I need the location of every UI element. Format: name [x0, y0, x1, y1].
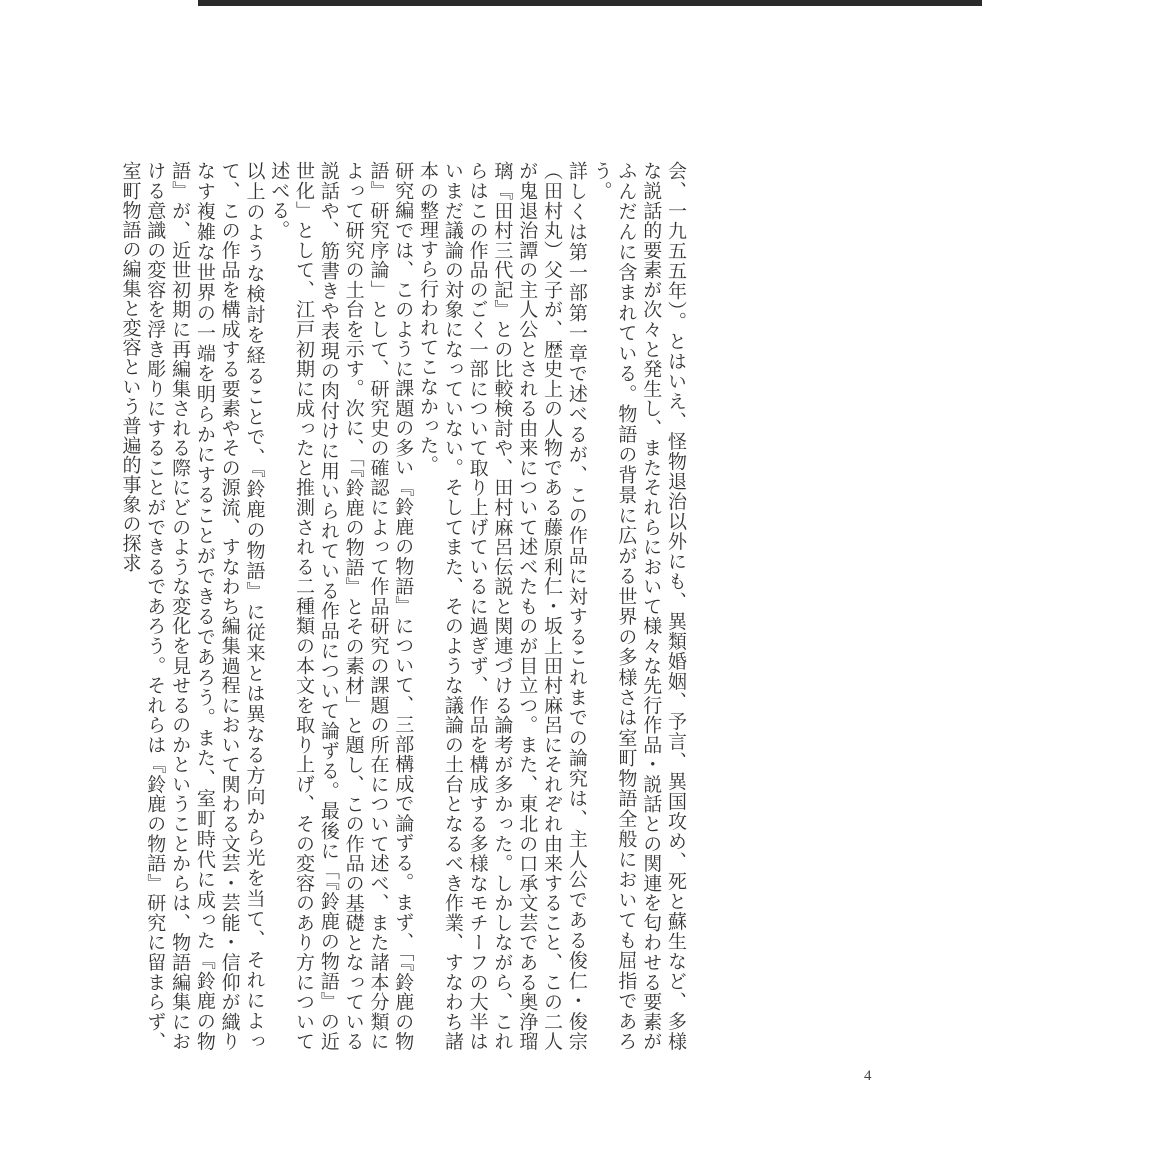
paragraph: 研究編では、このように課題の多い『鈴鹿の物語』について、三部構成で論ずる。まず、「『鈴鹿の物語』研究序論」として、研究史の確認によって作品研究の課題の所在について述べ、また諸本分類によって研究の土台を示す。次に、「『鈴鹿の物語』とその素材」と題し、この作品の基礎となっている説話や、筋書きや表現の肉付けに用いられている作品について論ずる。最後に「『鈴鹿の物語』の近世化」として、江戸初期に成ったと推測される二種類の本文を取り上げ、その変容のあり方について述べる。	[268, 161, 415, 1051]
paragraph: 会、一九五五年）。とはいえ、怪物退治以外にも、異類婚姻、予言、異国攻め、死と蘇生など、多様な説話的要素が次々と発生し、またそれらにおいて様々な先行作品・説話との関連を匂わせる要素がふんだんに含まれている。物語の背景に広がる世界の多様さは室町物語全般においても屈指であろう。	[590, 161, 687, 1051]
paragraph: 以上のような検討を経ることで、『鈴鹿の物語』に従来とは異なる方向から光を当て、それによって、この作品を構成する要素やその源流、すなわち編集過程において関わる文芸・芸能・信仰が織りなす複雑な世界の一端を明らかにすることができるであろう。また、室町時代に成った『鈴鹿の物語』が、近世初期に再編集される際にどのような変化を見せるのかということからは、物語編集における意識の変容を浮き彫りにすることができるであろう。それらは『鈴鹿の物語』研究に留まらず、室町物語の編集と変容という普遍的事象の探求	[119, 161, 266, 1051]
paragraph: 詳しくは第一部第一章で述べるが、この作品に対するこれまでの論究は、主人公である俊仁・俊宗（田村丸）父子が、歴史上の人物である藤原利仁・坂上田村麻呂にそれぞれ由来すること、この二人が鬼退治譚の主人公とされる由来について述べたものが目立つ。また、東北の口承文芸である奥浄瑠璃『田村三代記』との比較検討や、田村麻呂伝説と関連づける論考が多かった。しかしながら、これらはこの作品のごく一部について取り上げているに過ぎず、作品を構成する多様なモチーフの大半はいまだ議論の対象になっていない。そしてまた、そのような議論の土台となるべき作業、すなわち諸本の整理すら行われてこなかった。	[417, 161, 588, 1051]
page-number: 4	[864, 1068, 872, 1084]
vertical-body-text	[118, 161, 688, 1051]
book-page	[119, 6, 1010, 1150]
